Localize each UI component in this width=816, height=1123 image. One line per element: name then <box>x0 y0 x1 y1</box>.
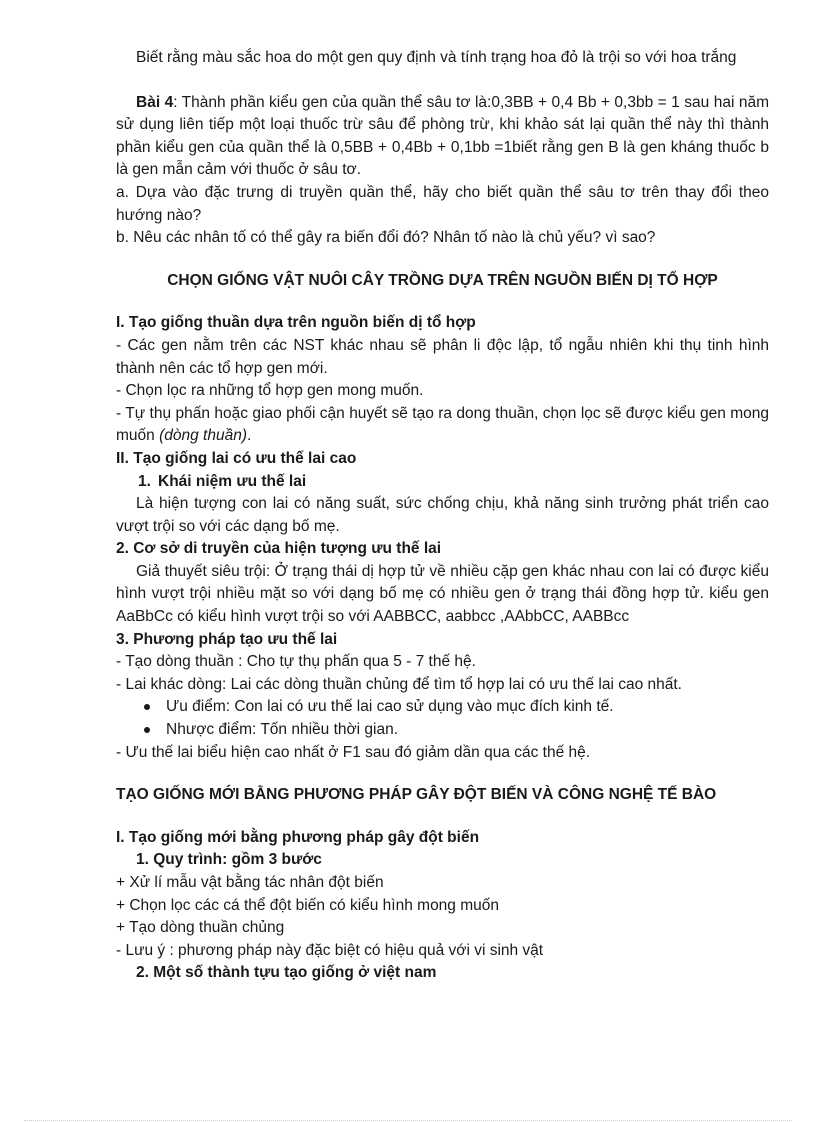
section2-sub2: 2. Một số thành tựu tạo giống ở việt nam <box>136 964 437 982</box>
bullet-advantage <box>116 696 769 719</box>
item3-text: - Tự thụ phấn hoặc giao phối cận huyết sẽ tạo ra dong thuần, chọn lọc sẽ được kiểu gen mong muốn <box>116 404 769 445</box>
sub3-item3: - Ưu thế lai biểu hiện cao nhất ở F1 sau đó giảm dần qua các thế hệ. <box>116 743 591 761</box>
sub2-paragraph: Giả thuyết siêu trội: Ở trạng thái dị hợp tử về nhiều cặp gen khác nhau con lai có được kiểu hình vượt trội nhiều mặt so với dạng bố mẹ có nhiều gen ở trạng thái đồng hợp tử. kiểu gen AaBbCc có kiểu hình vượt trội so với AABBCC, aabbcc ,AAbbCC, AABBcc <box>116 562 769 626</box>
section2-sub1: 1. Quy trình: gồm 3 bước <box>136 851 322 869</box>
section1-title: CHỌN GIỐNG VẬT NUÔI CÂY TRỒNG DỰA TRÊN NGUỒN BIẾN DỊ TỔ HỢP <box>167 271 718 289</box>
section2-heading: I. Tạo giống mới bằng phương pháp gây đột biến <box>116 828 480 846</box>
section1-part2-heading: II. Tạo giống lai có ưu thế lai cao <box>116 449 357 467</box>
section1-part1-item2: - Chọn lọc ra những tổ hợp gen mong muốn. <box>116 382 424 400</box>
sub2-heading: 2. Cơ sở di truyền của hiện tượng ưu thế lai <box>116 540 442 558</box>
sub1-paragraph: Là hiện tượng con lai có năng suất, sức chống chịu, khả năng sinh trưởng phát triển cao vượt trội so với các dạng bố mẹ. <box>116 495 769 535</box>
bullet-dot-icon <box>144 704 150 710</box>
bai4-question-b: b. Nêu các nhân tố có thể gây ra biến đổi đó? Nhân tố nào là chủ yếu? vì sao? <box>116 229 656 247</box>
bullet-disadvantage-text: Nhược điểm: Tốn nhiều thời gian. <box>166 721 399 739</box>
section2-step3: + Tạo dòng thuần chủng <box>116 919 285 937</box>
section1-part1-heading: I. Tạo giống thuần dựa trên nguồn biến dị tổ hợp <box>116 314 476 332</box>
section2-step2: + Chọn lọc các cá thể đột biến có kiểu hình mong muốn <box>116 896 500 914</box>
bai4-label: Bài 4 <box>136 93 174 111</box>
bai4-paragraph <box>116 92 769 182</box>
item3-end: . <box>247 427 252 445</box>
section2-note: - Lưu ý : phương pháp này đặc biệt có hiệu quả với vi sinh vật <box>116 941 544 959</box>
bai4-text: : Thành phần kiểu gen của quần thể sâu tơ là:0,3BB + 0,4 Bb + 0,3bb = 1 sau hai năm sử dụng liên tiếp một loại thuốc trừ sâu để phòng trừ, khi khảo sát lại quần thể này thì thành phần kiểu gen của quần thể là 0,5BB + 0,4Bb + 0,1bb =1biết rằng gen B là gen kháng thuốc b là gen mẫn cảm với thuốc ở sâu tơ. <box>116 93 769 179</box>
section1-part1-item3 <box>116 403 769 448</box>
page-bottom-divider <box>24 1120 792 1121</box>
page-content <box>116 47 769 985</box>
bullet-advantage-text: Ưu điểm: Con lai có ưu thế lai cao sử dụng vào mục đích kinh tế. <box>166 698 614 716</box>
intro-paragraph: Biết rằng màu sắc hoa do một gen quy định và tính trạng hoa đỏ là trội so với hoa trắng <box>136 49 737 66</box>
sub1-title: Khái niệm ưu thế lai <box>158 472 307 490</box>
section1-part1-item1: - Các gen nằm trên các NST khác nhau sẽ phân li độc lập, tổ ngẫu nhiên khi thụ tinh hình thành nên các tổ hợp gen mới. <box>116 336 769 377</box>
bullet-dot-icon <box>144 727 150 733</box>
sub3-item1: - Tạo dòng thuần : Cho tự thụ phấn qua 5 - 7 thế hệ. <box>116 653 476 671</box>
item3-italic: (dòng thuần) <box>159 427 247 445</box>
bai4-question-a: a. Dựa vào đặc trưng di truyền quần thể, hãy cho biết quần thể sâu tơ trên thay đổi theo hướng nào? <box>116 183 769 224</box>
sub3-item2: - Lai khác dòng: Lai các dòng thuần chủng để tìm tổ hợp lai có ưu thế lai cao nhất. <box>116 675 682 693</box>
section2-title: TẠO GIỐNG MỚI BẰNG PHƯƠNG PHÁP GÂY ĐỘT BIẾN VÀ CÔNG NGHỆ TẾ BÀO <box>116 786 717 804</box>
bullet-disadvantage <box>116 719 769 742</box>
sub1-heading <box>116 471 769 494</box>
section2-step1: + Xử lí mẫu vật bằng tác nhân đột biến <box>116 874 384 891</box>
sub1-number: 1. <box>138 472 151 490</box>
sub3-heading: 3. Phương pháp tạo ưu thế lai <box>116 630 338 648</box>
